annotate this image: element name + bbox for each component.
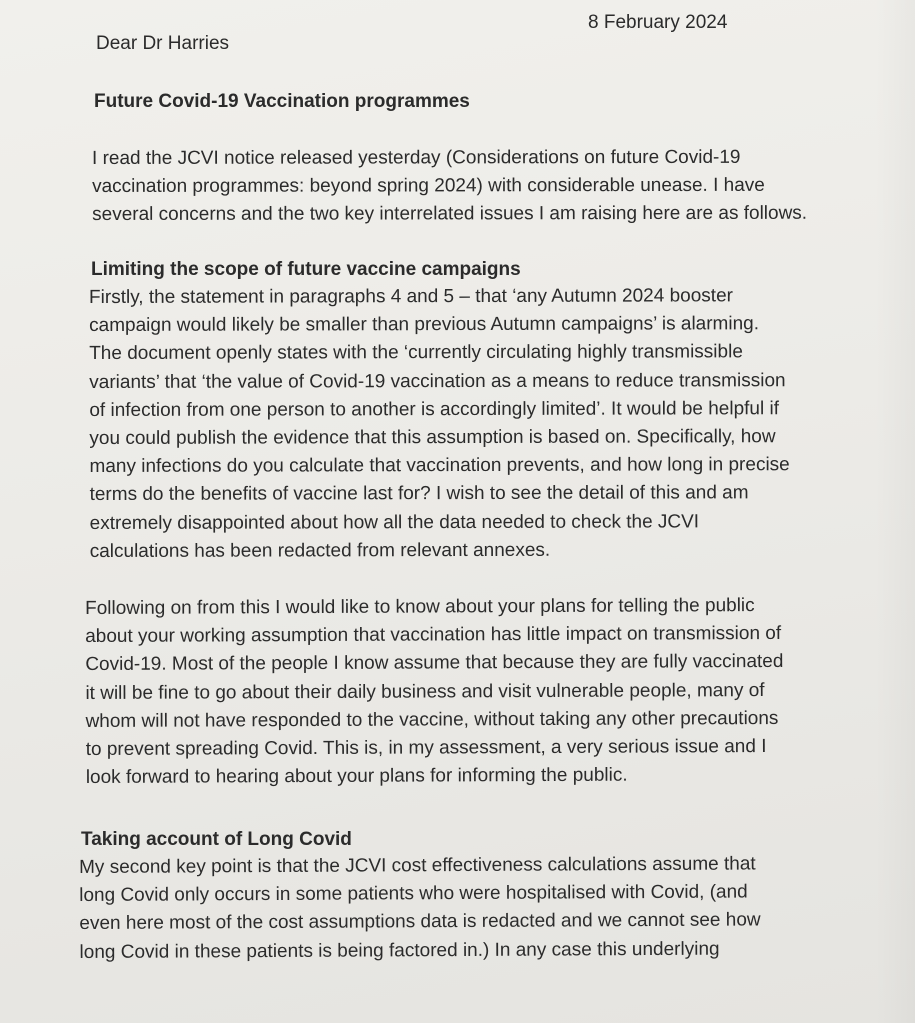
intro-line: I read the JCVI notice released yesterday (Considerations on future Covid-19 — [92, 146, 741, 169]
followup-line: to prevent spreading Covid. This is, in my assessment, a very serious issue and I — [85, 736, 767, 761]
scope-line: Firstly, the statement in paragraphs 4 and 5 – that ‘any Autumn 2024 booster — [89, 285, 733, 308]
long-covid-line: long Covid in these patients is being factored in.) In any case this underlying — [79, 938, 720, 963]
long-covid-line: My second key point is that the JCVI cost effectiveness calculations assume that — [79, 853, 756, 878]
long-covid-line: long Covid only occurs in some patients who were hospitalised with Covid, (and — [79, 881, 748, 907]
intro-line: vaccination programmes: beyond spring 2024) with considerable unease. I have — [92, 175, 765, 198]
scope-line: you could publish the evidence that this assumption is based on. Specifically, how — [89, 426, 776, 450]
followup-line: whom will not have responded to the vaccine, without taking any other precautions — [85, 707, 779, 732]
followup-line: look forward to hearing about your plans for informing the public. — [85, 764, 628, 789]
scope-paragraph — [89, 282, 790, 566]
scope-line: terms do the benefits of vaccine last for? I wish to see the detail of this and am — [89, 482, 749, 506]
scope-line: calculations has been redacted from relevant annexes. — [89, 539, 551, 562]
followup-line: Covid-19. Most of the people I know assume that because they are fully vaccinated — [85, 651, 784, 676]
scope-line: of infection from one person to another is accordingly limited’. It would be helpful if — [89, 398, 780, 421]
page-shadow — [875, 0, 915, 1023]
scope-line: variants’ that ‘the value of Covid-19 vaccination as a means to reduce transmission — [89, 369, 786, 393]
followup-line: Following on from this I would like to know about your plans for telling the public — [85, 595, 755, 619]
intro-line: several concerns and the two key interrelated issues I am raising here are as follows. — [92, 203, 808, 226]
followup-paragraph — [85, 592, 784, 792]
section-heading-long-covid: Taking account of Long Covid — [81, 829, 352, 850]
scope-line: many infections do you calculate that vaccination prevents, and how long in precise — [89, 454, 790, 478]
letter-subject-heading: Future Covid-19 Vaccination programmes — [94, 91, 470, 112]
followup-line: it will be fine to go about their daily business and visit vulnerable people, many of — [85, 679, 765, 704]
scope-line: extremely disappointed about how all the data needed to check the JCVI — [89, 511, 700, 534]
long-covid-paragraph — [79, 850, 761, 966]
long-covid-line: even here most of the cost assumptions data is redacted and we cannot see how — [79, 909, 761, 935]
scope-line: The document openly states with the ‘currently circulating highly transmissible — [89, 341, 743, 365]
followup-line: about your working assumption that vaccination has little impact on transmission of — [85, 623, 782, 648]
salutation: Dear Dr Harries — [96, 33, 230, 54]
intro-paragraph — [92, 144, 807, 230]
section-heading-scope: Limiting the scope of future vaccine campaigns — [91, 259, 521, 280]
scope-line: campaign would likely be smaller than previous Autumn campaigns’ is alarming. — [89, 313, 760, 337]
letter-date: 8 February 2024 — [588, 12, 728, 33]
